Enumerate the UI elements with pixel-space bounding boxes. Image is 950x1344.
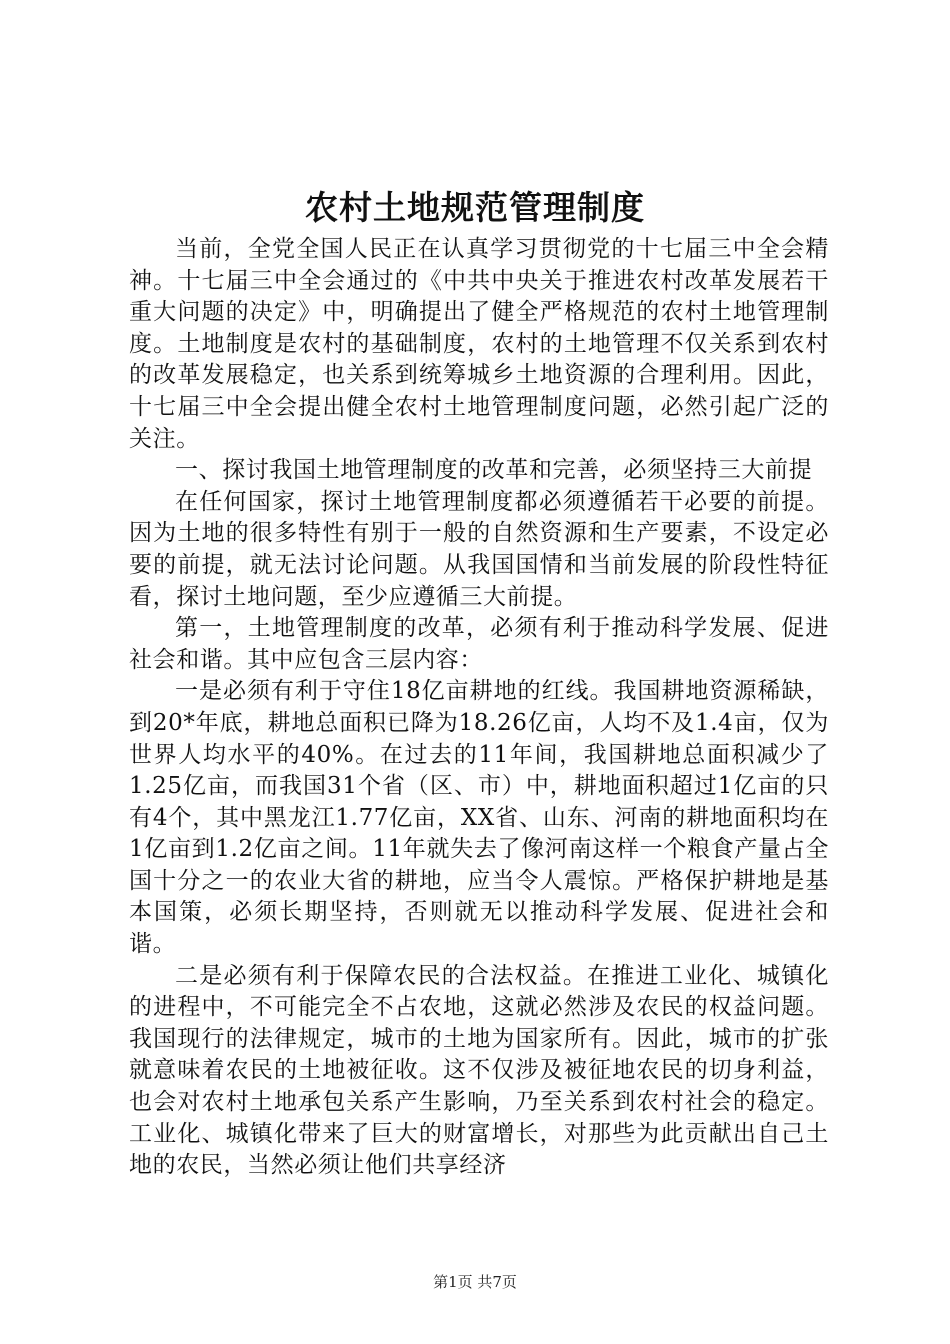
paragraph-premises: 在任何国家，探讨土地管理制度都必须遵循若干必要的前提。因为土地的很多特性有别于一般的自然资源和生产要素，不设定必要的前提，就无法讨论问题。从我国国情和当前发展的阶段性特征看，探讨土地问题，至少应遵循三大前提。 <box>129 488 829 610</box>
page-footer: 第1页 共7页 <box>433 1273 517 1291</box>
paragraph-first-point: 第一，土地管理制度的改革，必须有利于推动科学发展、促进社会和谐。其中应包含三层内容： <box>129 615 829 673</box>
paragraph-section-heading: 一、探讨我国土地管理制度的改革和完善，必须坚持三大前提 <box>175 457 813 484</box>
paragraph-intro: 当前，全党全国人民正在认真学习贯彻党的十七届三中全会精神。十七届三中全会通过的《中共中央关于推进农村改革发展若干重大问题的决定》中，明确提出了健全严格规范的农村土地管理制度。土地制度是农村的基础制度，农村的土地管理不仅关系到农村的改革发展稳定，也关系到统筹城乡土地资源的合理利用。因此，十七届三中全会提出健全农村土地管理制度问题，必然引起广泛的关注。 <box>129 236 829 452</box>
document-body <box>129 234 829 1182</box>
paragraph-farmland-redline: 一是必须有利于守住18亿亩耕地的红线。我国耕地资源稀缺，到20*年底，耕地总面积已降为18.26亿亩，人均不及1.4亩，仅为世界人均水平的40%。在过去的11年间，我国耕地总面积减少了1.25亿亩，而我国31个省（区、市）中，耕地面积超过1亿亩的只有4个，其中黑龙江1.77亿亩，XX省、山东、河南的耕地面积均在1亿亩到1.2亿亩之间。11年就失去了像河南这样一个粮食产量占全国十分之一的农业大省的耕地，应当令人震惊。严格保护耕地是基本国策，必须长期坚持，否则就无以推动科学发展、促进社会和谐。 <box>129 678 829 958</box>
document-title: 农村土地规范管理制度 <box>305 188 645 227</box>
paragraph-farmer-rights: 二是必须有利于保障农民的合法权益。在推进工业化、城镇化的进程中，不可能完全不占农地，这就必然涉及农民的权益问题。我国现行的法律规定，城市的土地为国家所有。因此，城市的扩张就意味着农民的土地被征收。这不仅涉及被征地农民的切身利益，也会对农村土地承包关系产生影响，乃至关系到农村社会的稳定。工业化、城镇化带来了巨大的财富增长，对那些为此贡献出自己土地的农民，当然必须让他们共享经济 <box>129 962 829 1179</box>
